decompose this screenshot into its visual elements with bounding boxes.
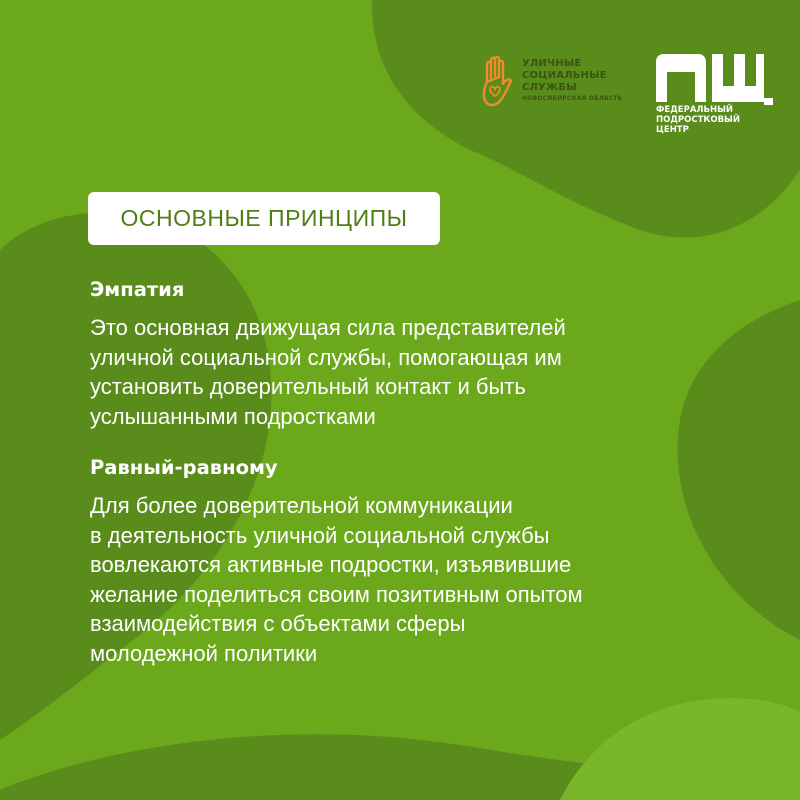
fpc-mark-icon [654,52,774,106]
logo-line: УЛИЧНЫЕ [522,58,582,69]
principle-empathy [90,277,740,431]
federal-center-logo [654,52,774,152]
principle-title: Равный-равному [90,456,278,479]
street-services-logo [477,56,627,112]
logo-line: СОЦИАЛЬНЫЕ [522,70,607,81]
principle-peer-to-peer [90,455,740,668]
logo-line: ФЕДЕРАЛЬНЫЙ [656,105,733,115]
principle-body: Это основная движущая сила представителей уличной социальной службы, помогающая им установить доверительный контакт и быть услышанными подростками [90,315,566,429]
hand-heart-icon [477,56,517,108]
logo-line: СЛУЖБЫ [522,82,577,93]
heading-badge [88,192,440,245]
logo-line: ПОДРОСТКОВЫЙ [656,115,740,125]
federal-center-wordmark [656,105,740,135]
principle-body: Для более доверительной коммуникации в деятельность уличной социальной службы вовлекаются активные подростки, изъявившие желание поделиться своим позитивным опытом взаимодействия с объектами сферы молодежной политики [90,493,583,666]
street-services-wordmark [522,58,622,103]
logo-line: ЦЕНТР [656,125,689,135]
logo-region: НОВОСИБИРСКАЯ ОБЛАСТЬ [522,95,623,102]
page-title: ОСНОВНЫЕ ПРИНЦИПЫ [120,205,408,231]
principle-title: Эмпатия [90,278,185,301]
